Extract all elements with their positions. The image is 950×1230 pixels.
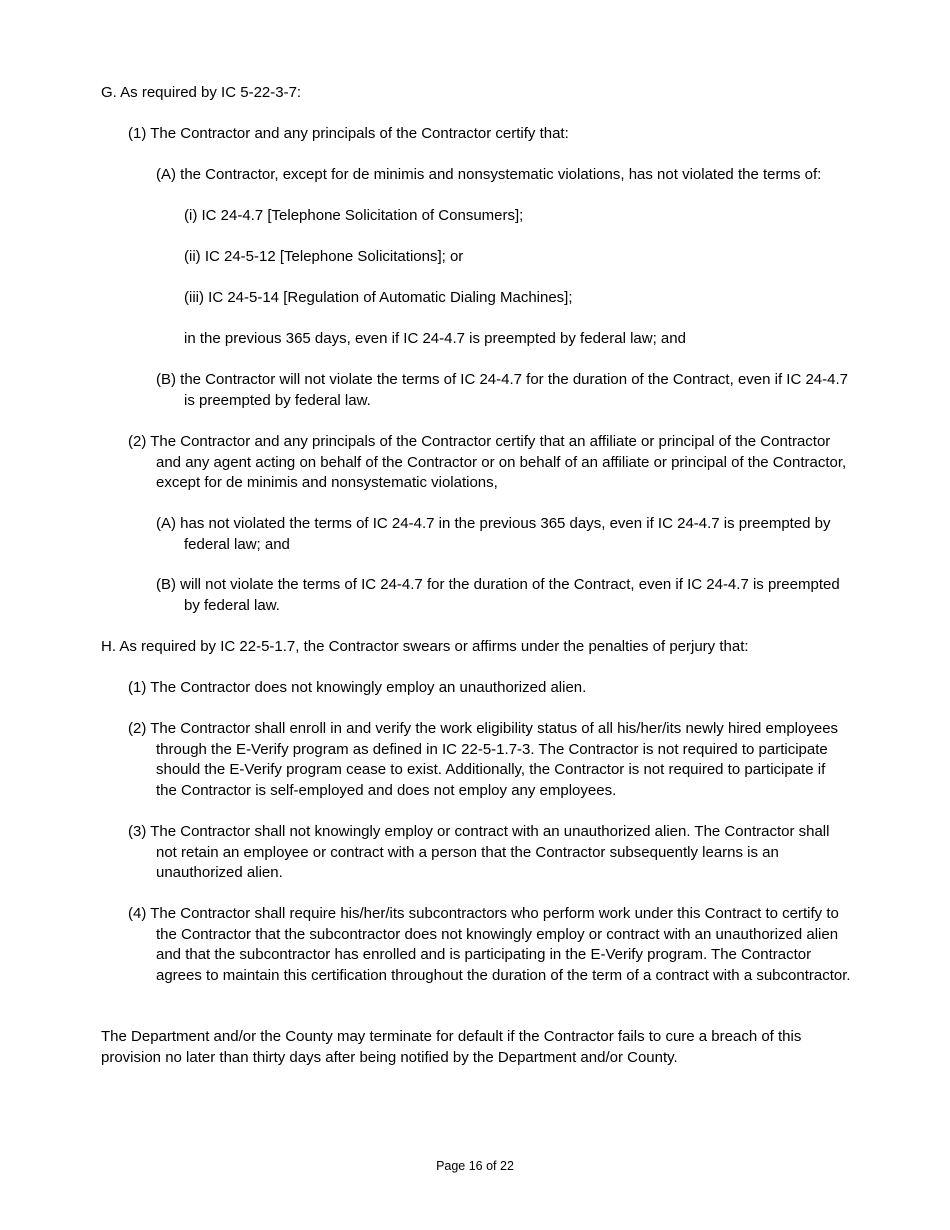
section-g-item-1a: (A) the Contractor, except for de minimis and nonsystematic violations, has not violated the terms of: [156, 166, 822, 183]
section-h-heading: H. As required by IC 22-5-1.7, the Contractor swears or affirms under the penalties of perjury that: [101, 638, 749, 655]
section-g-item-2: (2) The Contractor and any principals of the Contractor certify that an affiliate or principal of the Contractor and any agent acting on behalf of the Contractor or on behalf of an affiliate or principal of the Contractor, except for de minimis and nonsystematic violations, [128, 433, 847, 491]
section-h-item-2: (2) The Contractor shall enroll in and verify the work eligibility status of all his/her/its newly hired employees through the E-Verify program as defined in IC 22-5-1.7-3. The Contractor is not required to participate should the E-Verify program cease to exist. Additionally, the Contractor is not required to participate if the Contractor is self-employed and does not employ any employees. [128, 720, 839, 799]
section-h-item-3: (3) The Contractor shall not knowingly employ or contract with an unauthorized alien. The Contractor shall not retain an employee or contract with a person that the Contractor subsequently learns is an unauthorized alien. [128, 823, 830, 881]
section-g-heading: G. As required by IC 5-22-3-7: [101, 84, 302, 101]
section-g-item-1a-i: (i) IC 24-4.7 [Telephone Solicitation of Consumers]; [184, 207, 524, 224]
section-g-item-1a-tail: in the previous 365 days, even if IC 24-4.7 is preempted by federal law; and [184, 330, 686, 347]
section-g-item-2a: (A) has not violated the terms of IC 24-4.7 in the previous 365 days, even if IC 24-4.7 is preempted by federal law; and [156, 515, 831, 553]
section-g-item-1: (1) The Contractor and any principals of the Contractor certify that: [128, 125, 569, 142]
section-g-item-2b: (B) will not violate the terms of IC 24-4.7 for the duration of the Contract, even if IC 24-4.7 is preempted by federal law. [156, 576, 840, 614]
section-h-item-4: (4) The Contractor shall require his/her/its subcontractors who perform work under this Contract to certify to the Contractor that the subcontractor does not knowingly employ or contract with an unauthorized alien and that the subcontractor has enrolled and is participating in the E-Verify program. The Contractor agrees to maintain this certification throughout the duration of the term of a contract with a subcontractor. [128, 905, 851, 984]
section-h-item-1: (1) The Contractor does not knowingly employ an unauthorized alien. [128, 679, 587, 696]
page-number: Page 16 of 22 [436, 1159, 514, 1173]
closing-paragraph: The Department and/or the County may terminate for default if the Contractor fails to cure a breach of this provision no later than thirty days after being notified by the Department and/or County. [101, 1028, 802, 1066]
section-g-item-1a-ii: (ii) IC 24-5-12 [Telephone Solicitations]; or [184, 248, 464, 265]
section-g-item-1a-iii: (iii) IC 24-5-14 [Regulation of Automatic Dialing Machines]; [184, 289, 573, 306]
section-g-item-1b: (B) the Contractor will not violate the terms of IC 24-4.7 for the duration of the Contract, even if IC 24-4.7 is preempted by federal law. [156, 371, 848, 409]
